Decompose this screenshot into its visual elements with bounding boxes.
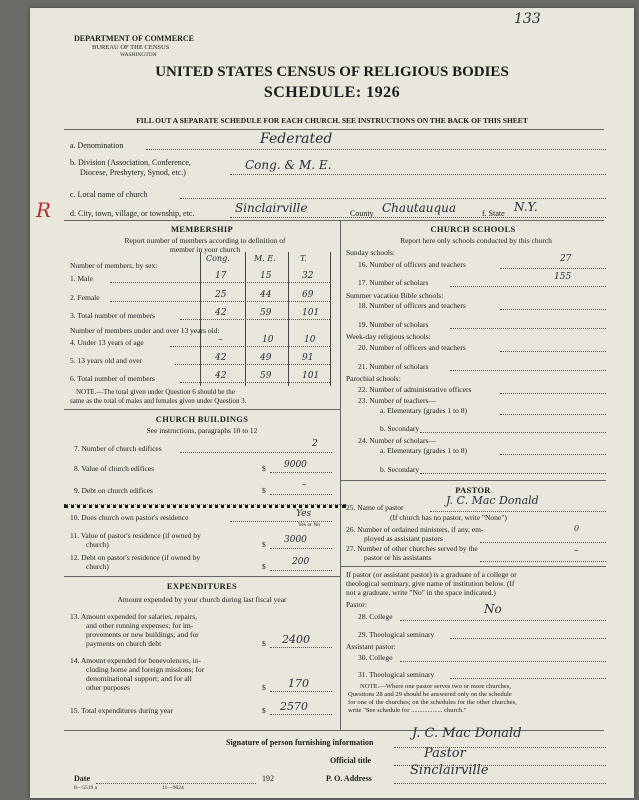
membership-title: MEMBERSHIP [170, 224, 234, 234]
q27-label-2: pastor or his assistants [364, 553, 432, 562]
q14-value: 170 [288, 677, 309, 690]
under13-cong: – [218, 335, 223, 345]
pastor-title: PASTOR [455, 485, 491, 495]
q13-label-2: and other running expenses; for im- [86, 621, 194, 630]
q12-label-1: 12. Debt on pastor's residence (if owned by [70, 553, 201, 562]
q31-label: 31. Theological seminary [358, 670, 435, 679]
column-divider [340, 220, 341, 730]
city-label: WASHINGTON [120, 52, 157, 58]
pastor-note-2: Questions 28 and 29 should be answered only on the schedule [348, 691, 512, 698]
parochial-label: Parochial schools: [346, 374, 401, 383]
buildings-title: CHURCH BUILDINGS [155, 414, 249, 424]
pastor-note-4: write "See schedule for ................... church." [348, 707, 467, 714]
grad-note-3: not a graduate, write "No" in the space indicated.) [346, 588, 496, 597]
grad-note-2: theological seminary, give name of institution below. (If [346, 579, 515, 588]
q13-label-1: 13. Amount expended for salaries, repairs, [70, 612, 198, 621]
female-total: 69 [302, 290, 314, 300]
membership-note-1: NOTE.—The total given under Question 6 should be the [76, 388, 235, 396]
year-label: 192 [262, 774, 274, 783]
expenditures-sub: Amount expended by your church during last fiscal year [117, 595, 287, 604]
row-total3-label: 3. Total number of members [70, 311, 155, 320]
q30-label: 30. College [358, 653, 393, 662]
denomination-value: Federated [260, 131, 333, 147]
total6-total: 101 [302, 371, 320, 381]
instruction-line: FILL OUT A SEPARATE SCHEDULE FOR EACH CHURCH. SEE INSTRUCTIONS ON THE BACK OF THIS SHEET [136, 116, 528, 125]
q13-label-4: payments on church debt [86, 639, 162, 648]
membership-intro-2: member in your church [169, 245, 241, 254]
county-label: County [350, 209, 374, 218]
under13-total: 10 [304, 335, 316, 345]
row-over13-label: 5. 13 years old and over [70, 356, 143, 365]
q17-label: 17. Number of scholars [358, 278, 429, 287]
female-cong: 25 [215, 290, 227, 300]
q24-label: 24. Number of scholars— [358, 436, 436, 445]
q27-label-1: 27. Number of other churches served by the [346, 544, 478, 553]
q25-value: J. C. Mac Donald [446, 494, 539, 507]
date-label: Date [74, 774, 90, 783]
signature-label: Signature of person furnishing information [226, 738, 374, 747]
q14-label-2: cluding home and foreign missions; for [86, 665, 205, 674]
division-label-1: b. Division (Association, Conference, [70, 158, 191, 167]
q13-value: 2400 [282, 633, 310, 646]
q24a-label: a. Elementary (grades 1 to 8) [380, 446, 468, 455]
total3-cong: 42 [215, 308, 227, 318]
q24b-label: b. Secondary [380, 465, 420, 474]
q12-label-2: church) [86, 562, 109, 571]
q28-label: 28. College [358, 612, 393, 621]
q14-label-1: 14. Amount expended for benevolences, in- [70, 656, 202, 665]
total3-total: 101 [302, 308, 320, 318]
q19-label: 19. Number of scholars [358, 320, 429, 329]
male-cong: 17 [215, 271, 227, 281]
signature-value: J. C. Mac Donald [412, 726, 522, 741]
male-total: 32 [302, 271, 314, 281]
census-schedule-sheet [30, 8, 634, 798]
page-number: 133 [514, 11, 541, 27]
row-total6-label: 6. Total number of members [70, 374, 155, 383]
weekday-label: Week-day religious schools: [346, 332, 431, 341]
col-head-cong: Cong. [206, 254, 230, 263]
division-label-2: Diocese, Presbytery, Synod, etc.) [80, 168, 186, 177]
membership-note-2: same as the total of males and females given under Question 3. [70, 397, 247, 405]
q9-label: 9. Debt on church edifices [74, 486, 153, 495]
q22-label: 22. Number of administrative officers [358, 385, 472, 394]
q29-label: 29. Theological seminary [358, 630, 435, 639]
pastor-note-3: for one of the churches; on the schedules for the other churches, [348, 699, 517, 706]
q26-label-2: ployed as assistant pastors [364, 534, 443, 543]
summer-label: Summer vacation Bible schools: [346, 291, 444, 300]
expenditures-title: EXPENDITURES [166, 581, 238, 591]
sunday-label: Sunday schools: [346, 248, 395, 257]
yes-no-hint: Yes or No [298, 522, 321, 528]
q21-label: 21. Number of scholars [358, 362, 429, 371]
col-head-total: T. [300, 254, 307, 263]
q26-label-1: 26. Number of ordained ministers, if any, em- [346, 525, 484, 534]
q15-value: 2570 [280, 700, 308, 713]
col-head-me: M. E. [254, 254, 276, 263]
form-title: UNITED STATES CENSUS OF RELIGIOUS BODIES [155, 64, 509, 80]
q16-label: 16. Number of officers and teachers [358, 260, 466, 269]
q8-dollar: $ [262, 464, 266, 473]
q23b-label: b. Secondary [380, 424, 420, 433]
q18-label: 18. Number of officers and teachers [358, 301, 466, 310]
q17-value: 155 [554, 272, 572, 282]
row-under13-label: 4. Under 13 years of age [70, 338, 144, 347]
q11-dollar: $ [262, 540, 266, 549]
q14-dollar: $ [262, 683, 266, 692]
q13-dollar: $ [262, 639, 266, 648]
q15-dollar: $ [262, 706, 266, 715]
total6-cong: 42 [215, 371, 227, 381]
denomination-label: a. Denomination [70, 141, 124, 150]
bureau-label: BUREAU OF THE CENSUS [92, 44, 170, 51]
q11-label-1: 11. Value of pastor's residence (if owned by [70, 531, 201, 540]
row-male-label: 1. Male [70, 274, 93, 283]
q28-value: No [484, 602, 502, 616]
red-mark: R [36, 198, 52, 222]
local-name-label: c. Local name of church [70, 190, 148, 199]
q25-note: (If church has no pastor, write "None") [390, 513, 507, 522]
city-label: d. City, town, village, or township, etc. [70, 209, 195, 218]
q9-value: – [302, 480, 307, 490]
q10-label: 10. Does church own pastor's residence [70, 513, 189, 522]
schedule-title: SCHEDULE: 1926 [263, 84, 401, 101]
female-me: 44 [260, 290, 272, 300]
q23a-label: a. Elementary (grades 1 to 8) [380, 406, 468, 415]
q10-value: Yes [296, 509, 312, 519]
q20-label: 20. Number of officers and teachers [358, 343, 466, 352]
schools-sub: Report here only schools conducted by this church [400, 236, 552, 245]
q15-label: 15. Total expenditures during year [70, 706, 173, 715]
q23-label: 23. Number of teachers— [358, 396, 436, 405]
q12-dollar: $ [262, 562, 266, 571]
divider [64, 129, 604, 130]
male-me: 15 [260, 271, 272, 281]
q8-label: 8. Value of church edifices [74, 464, 155, 473]
over13-cong: 42 [215, 353, 227, 363]
po-address-value: Sinclairville [410, 763, 489, 778]
print-number: 11—9024 [162, 785, 184, 791]
total6-me: 59 [260, 371, 272, 381]
q13-label-3: provements or new buildings; and for [86, 630, 199, 639]
by-sex-label: Number of members, by sex: [70, 261, 158, 270]
official-title-label: Official title [330, 756, 372, 765]
grad-note-1: If pastor (or assistant pastor) is a graduate of a college or [346, 570, 517, 579]
q11-label-2: church) [86, 540, 109, 549]
q7-value: 2 [312, 439, 318, 449]
total3-me: 59 [260, 308, 272, 318]
membership-intro-1: Report number of members according to definition of [124, 236, 286, 245]
schools-title: CHURCH SCHOOLS [430, 224, 516, 234]
division-value: Cong. & M. E. [245, 158, 332, 172]
po-address-label: P. O. Address [326, 774, 372, 783]
row-female-label: 2. Female [70, 293, 100, 302]
q14-label-3: denominational support; and for all [86, 674, 192, 683]
q25-label: 25. Name of pastor [346, 503, 404, 512]
over13-me: 49 [260, 353, 272, 363]
under13-me: 10 [262, 335, 274, 345]
age-intro: Number of members under and over 13 years old: [70, 326, 220, 335]
dept-label: DEPARTMENT OF COMMERCE [74, 34, 195, 43]
pastor-note-1: NOTE.—Where one pastor serves two or more churches, [360, 683, 512, 690]
q16-value: 27 [560, 254, 572, 264]
q9-dollar: $ [262, 486, 266, 495]
q27-value: – [574, 546, 579, 556]
q14-label-4: other purposes [86, 683, 130, 692]
form-number: 8—5519 a [74, 785, 98, 791]
q8-value: 9000 [284, 460, 307, 470]
state-label: f. State [482, 209, 505, 218]
state-value: N.Y. [514, 200, 538, 214]
asst-label: Assistant pastor: [346, 642, 396, 651]
q12-value: 200 [292, 557, 310, 567]
q26-value: 0 [574, 524, 580, 533]
q7-label: 7. Number of church edifices [74, 444, 162, 453]
city-value: Sinclairville [235, 201, 308, 215]
pastor-label: Pastor: [346, 600, 367, 609]
county-value: Chautauqua [382, 201, 457, 215]
official-title-value: Pastor [424, 746, 466, 761]
buildings-sub: See instructions, paragraphs 10 to 12 [146, 426, 258, 435]
over13-total: 91 [302, 353, 314, 363]
q11-value: 3000 [284, 535, 307, 545]
